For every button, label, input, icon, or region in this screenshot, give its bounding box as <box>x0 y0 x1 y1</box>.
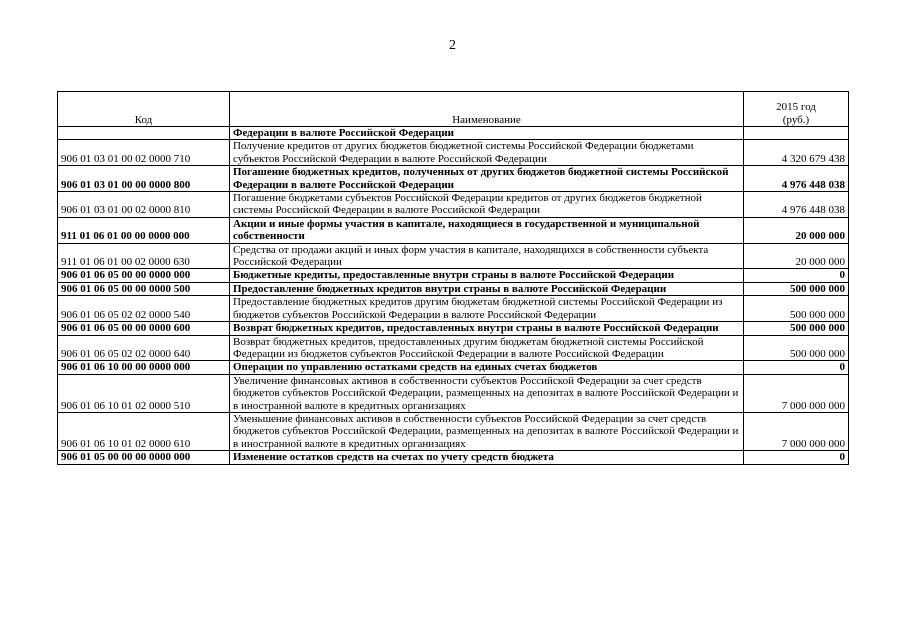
amount-cell: 4 976 448 038 <box>744 166 849 192</box>
table-row <box>58 243 849 269</box>
code-cell: 911 01 06 01 00 02 0000 630 <box>58 243 230 269</box>
header-name: Наименование <box>230 92 744 127</box>
name-cell: Возврат бюджетных кредитов, предоставленных внутри страны в валюте Российской Федерации <box>230 322 744 335</box>
name-cell: Бюджетные кредиты, предоставленные внутри страны в валюте Российской Федерации <box>230 269 744 282</box>
table-row <box>58 374 849 412</box>
code-cell: 906 01 06 05 00 00 0000 500 <box>58 282 230 295</box>
amount-cell: 500 000 000 <box>744 296 849 322</box>
code-cell: 906 01 06 05 00 00 0000 000 <box>58 269 230 282</box>
amount-cell: 20 000 000 <box>744 217 849 243</box>
code-cell: 906 01 03 01 00 02 0000 810 <box>58 192 230 218</box>
header-amount <box>744 92 849 127</box>
amount-cell: 4 320 679 438 <box>744 140 849 166</box>
table-row <box>58 140 849 166</box>
name-cell: Изменение остатков средств на счетах по учету средств бюджета <box>230 451 744 464</box>
table-row <box>58 451 849 464</box>
table-header-row <box>58 92 849 127</box>
code-cell: 906 01 06 05 02 02 0000 540 <box>58 296 230 322</box>
budget-sources-table <box>57 91 849 465</box>
header-code: Код <box>58 92 230 127</box>
code-cell: 906 01 06 05 02 02 0000 640 <box>58 335 230 361</box>
amount-cell: 7 000 000 000 <box>744 374 849 412</box>
table-row <box>58 269 849 282</box>
table-row <box>58 296 849 322</box>
name-cell: Уменьшение финансовых активов в собственности субъектов Российской Федерации за счет средств бюджетов субъектов Российской Федерации, размещенных на депозитах в валюте Российской Федерации и в иностранной валюте в кредитных организациях <box>230 412 744 450</box>
amount-cell: 20 000 000 <box>744 243 849 269</box>
code-cell: 906 01 06 10 01 02 0000 610 <box>58 412 230 450</box>
header-amount-year: 2015 год <box>776 101 816 114</box>
name-cell: Предоставление бюджетных кредитов другим бюджетам бюджетной системы Российской Федерации из бюджетов субъектов Российской Федерации в валюте Российской Федерации <box>230 296 744 322</box>
name-cell: Погашение бюджетных кредитов, полученных от других бюджетов бюджетной системы Российской Федерации в валюте Российской Федерации <box>230 166 744 192</box>
table-row <box>58 361 849 374</box>
amount-cell: 500 000 000 <box>744 335 849 361</box>
name-cell: Погашение бюджетами субъектов Российской Федерации кредитов от других бюджетов бюджетной системы Российской Федерации в валюте Российской Федерации <box>230 192 744 218</box>
amount-cell: 7 000 000 000 <box>744 412 849 450</box>
code-cell: 906 01 03 01 00 00 0000 800 <box>58 166 230 192</box>
amount-cell: 4 976 448 038 <box>744 192 849 218</box>
name-cell: Операции по управлению остатками средств на единых счетах бюджетов <box>230 361 744 374</box>
name-cell: Увеличение финансовых активов в собственности субъектов Российской Федерации за счет средств бюджетов субъектов Российской Федерации, размещенных на депозитах в валюте Российской Федерации и в иностранной валюте в кредитных организациях <box>230 374 744 412</box>
code-cell: 906 01 06 10 00 00 0000 000 <box>58 361 230 374</box>
amount-cell: 0 <box>744 451 849 464</box>
table-row <box>58 217 849 243</box>
amount-cell: 500 000 000 <box>744 322 849 335</box>
name-cell: Федерации в валюте Российской Федерации <box>230 127 744 140</box>
name-cell: Предоставление бюджетных кредитов внутри страны в валюте Российской Федерации <box>230 282 744 295</box>
amount-cell: 500 000 000 <box>744 282 849 295</box>
table-row <box>58 322 849 335</box>
table-row <box>58 166 849 192</box>
code-cell: 906 01 05 00 00 00 0000 000 <box>58 451 230 464</box>
name-cell: Возврат бюджетных кредитов, предоставленных другим бюджетам бюджетной системы Российской Федерации из бюджетов субъектов Российской Федерации в валюте Российской Федерации <box>230 335 744 361</box>
table-body <box>58 127 849 465</box>
amount-cell: 0 <box>744 361 849 374</box>
code-cell: 911 01 06 01 00 00 0000 000 <box>58 217 230 243</box>
table-row <box>58 127 849 140</box>
name-cell: Акции и иные формы участия в капитале, находящиеся в государственной и муниципальной собственности <box>230 217 744 243</box>
table-row <box>58 412 849 450</box>
header-amount-unit: (руб.) <box>782 113 810 126</box>
page-number: 2 <box>449 38 456 53</box>
code-cell: 906 01 03 01 00 02 0000 710 <box>58 140 230 166</box>
code-cell: 906 01 06 10 01 02 0000 510 <box>58 374 230 412</box>
table-row <box>58 192 849 218</box>
code-cell: 906 01 06 05 00 00 0000 600 <box>58 322 230 335</box>
name-cell: Средства от продажи акций и иных форм участия в капитале, находящихся в собственности субъекта Российской Федерации <box>230 243 744 269</box>
code-cell <box>58 127 230 140</box>
amount-cell: 0 <box>744 269 849 282</box>
amount-cell <box>744 127 849 140</box>
name-cell: Получение кредитов от других бюджетов бюджетной системы Российской Федерации бюджетами субъектов Российской Федерации в валюте Российской Федерации <box>230 140 744 166</box>
table-row <box>58 282 849 295</box>
table-row <box>58 335 849 361</box>
